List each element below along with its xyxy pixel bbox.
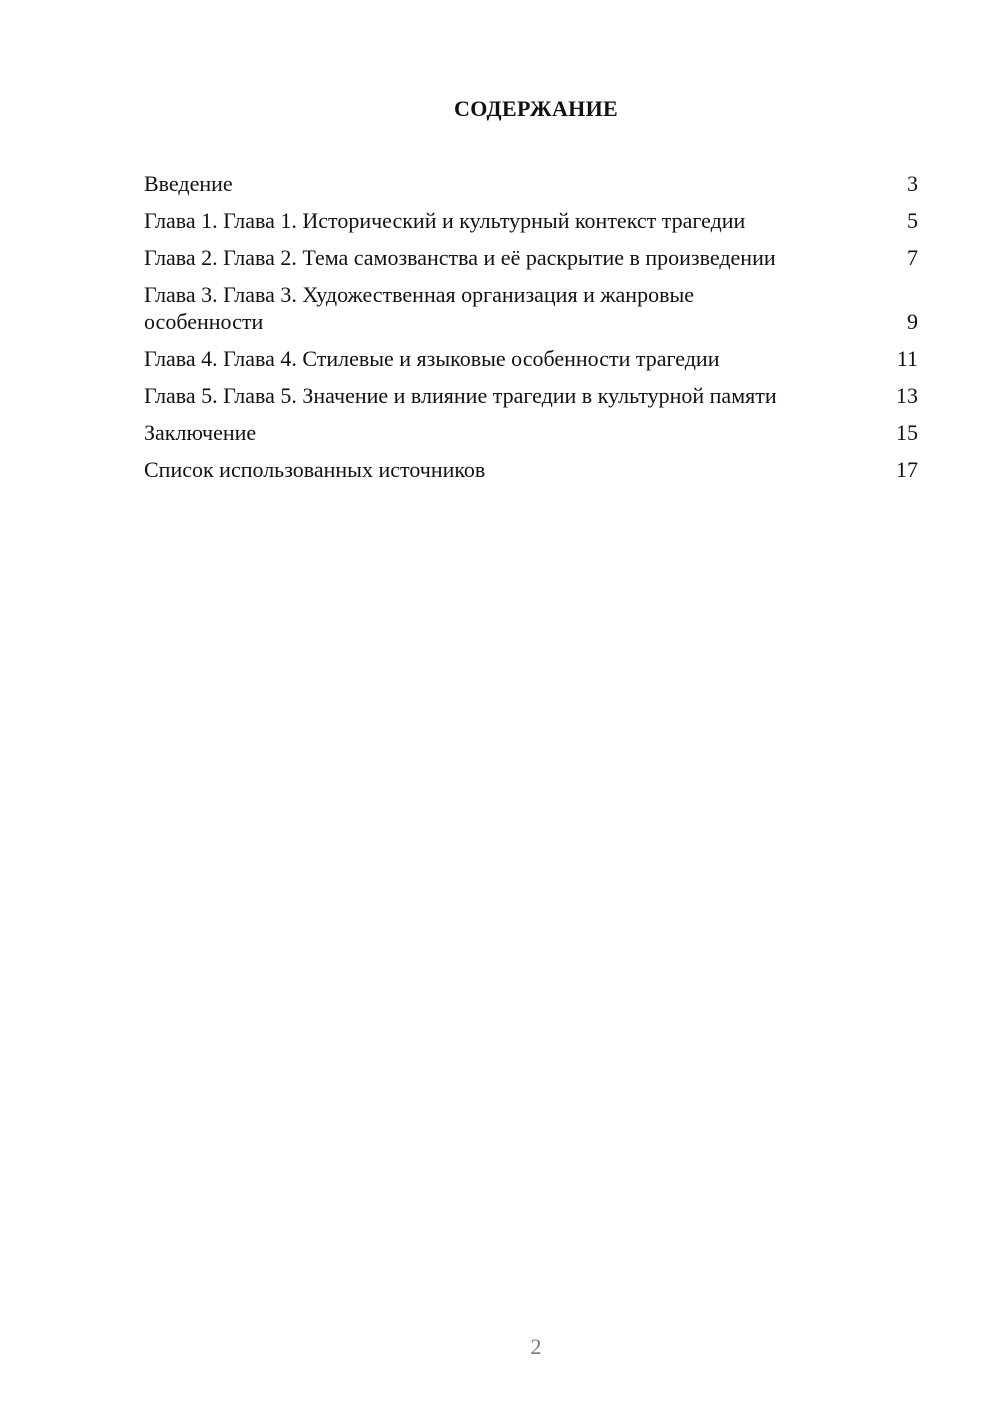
toc-entry-page: 3 <box>907 171 918 196</box>
toc-entry-label: Список использованных источников <box>144 457 486 482</box>
toc-entry-page: 15 <box>896 420 918 445</box>
toc-entry-chapter-3[interactable] <box>144 281 918 335</box>
toc-title: СОДЕРЖАНИЕ <box>454 96 618 121</box>
page-number: 2 <box>530 1334 542 1359</box>
toc-entry-chapter-5[interactable] <box>144 382 918 409</box>
toc-entry-page: 11 <box>896 346 918 371</box>
toc-entry-label: Глава 1. Глава 1. Исторический и культурный контекст трагедии <box>144 208 746 233</box>
toc-entry-chapter-2[interactable] <box>144 244 918 271</box>
table-of-contents <box>144 170 918 493</box>
toc-entry-page: 17 <box>896 457 918 482</box>
toc-entry-label: Введение <box>144 171 233 196</box>
toc-entry-page: 7 <box>907 245 918 270</box>
toc-entry-conclusion[interactable] <box>144 419 918 446</box>
toc-entry-label: Заключение <box>144 420 257 445</box>
toc-entry-page: 9 <box>907 309 918 334</box>
toc-entry-page: 5 <box>907 208 918 233</box>
toc-entry-chapter-1[interactable] <box>144 207 918 234</box>
toc-entry-label: Глава 2. Глава 2. Тема самозванства и её раскрытие в произведении <box>144 245 776 270</box>
toc-entry-introduction[interactable] <box>144 170 918 197</box>
toc-entry-label: Глава 3. Глава 3. Художественная организация и жанровые особенности <box>144 282 695 334</box>
toc-entry-page: 13 <box>896 383 918 408</box>
toc-entry-label: Глава 5. Глава 5. Значение и влияние трагедии в культурной памяти <box>144 383 777 408</box>
toc-entry-label: Глава 4. Глава 4. Стилевые и языковые особенности трагедии <box>144 346 720 371</box>
toc-entry-chapter-4[interactable] <box>144 345 918 372</box>
toc-entry-references[interactable] <box>144 456 918 483</box>
